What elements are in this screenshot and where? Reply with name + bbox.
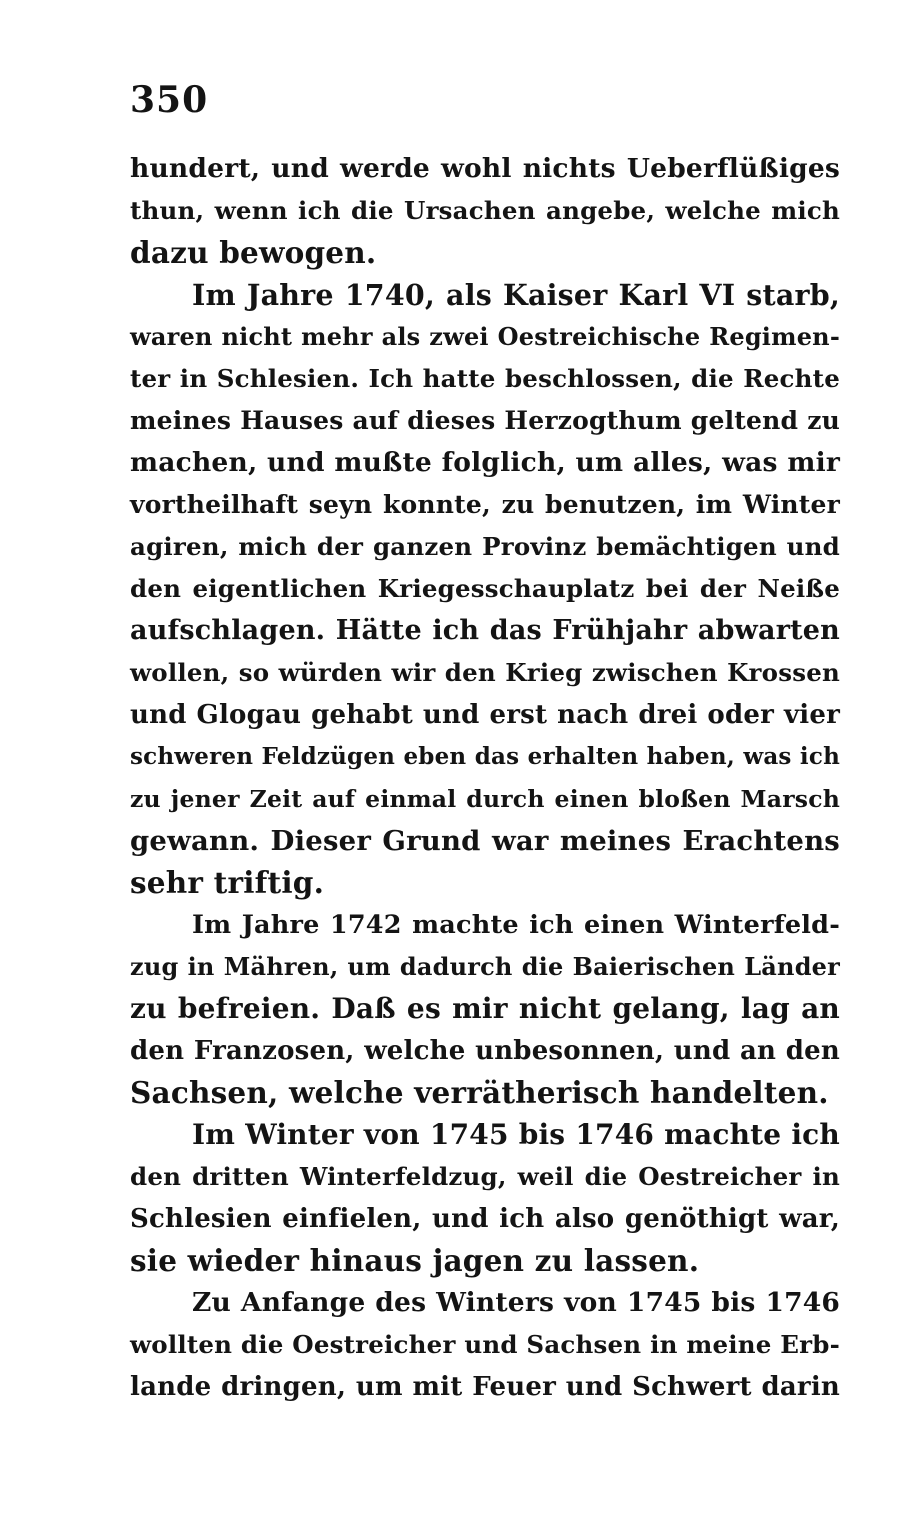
text-line: vortheilhaft seyn konnte, zu benutzen, im Winter (130, 490, 840, 519)
text-line: sehr triftig. (130, 865, 325, 900)
text-line: aufschlagen. Hätte ich das Frühjahr abwarten (130, 615, 840, 646)
text-line: ter in Schlesien. Ich hatte beschlossen, die Rechte (130, 364, 840, 393)
text-line: Schlesien einfielen, und ich also genöthigt war, (130, 1204, 840, 1234)
page-number: 350 (130, 79, 209, 121)
text-line: machen, und mußte folglich, um alles, was mir (130, 447, 840, 478)
text-line: den Franzosen, welche unbesonnen, und an den (130, 1036, 840, 1066)
text-line: Sachsen, welche verrätherisch handelten. (130, 1075, 829, 1110)
text-line: wollten die Oestreicher und Sachsen in meine Erb- (130, 1330, 840, 1359)
body-text (130, 148, 840, 1408)
text-line: zu jener Zeit auf einmal durch einen bloßen Marsch (130, 785, 840, 813)
text-line: den eigentlichen Kriegesschauplatz bei der Neiße (130, 574, 840, 603)
text-line: Im Jahre 1740, als Kaiser Karl VI starb, (192, 278, 840, 312)
text-line: und Glogau gehabt und erst nach drei oder vier (130, 700, 840, 730)
text-line: dazu bewogen. (130, 235, 377, 270)
text-line: zu befreien. Daß es mir nicht gelang, lag an (130, 992, 840, 1025)
text-line: Zu Anfange des Winters von 1745 bis 1746 (192, 1287, 840, 1318)
text-line: lande dringen, um mit Feuer und Schwert darin (130, 1372, 840, 1402)
text-line: sie wieder hinaus jagen zu lassen. (130, 1243, 700, 1278)
text-line: waren nicht mehr als zwei Oestreichische Regimen- (130, 322, 840, 351)
text-line: zug in Mähren, um dadurch die Baierischen Länder (130, 952, 840, 981)
text-line: hundert, und werde wohl nichts Ueberflüßiges (130, 153, 840, 184)
text-line: Im Winter von 1745 bis 1746 machte ich (192, 1118, 840, 1151)
text-line: gewann. Dieser Grund war meines Erachtens (130, 825, 840, 857)
text-line: den dritten Winterfeldzug, weil die Oestreicher in (130, 1162, 840, 1191)
text-line: thun, wenn ich die Ursachen angebe, welche mich (130, 196, 840, 225)
text-line: schweren Feldzügen eben das erhalten haben, was ich (130, 743, 840, 770)
text-line: wollen, so würden wir den Krieg zwischen Krossen (130, 658, 840, 687)
text-line: agiren, mich der ganzen Provinz bemächtigen und (130, 532, 840, 561)
text-line: Im Jahre 1742 machte ich einen Winterfeld- (192, 910, 840, 940)
text-line: meines Hauses auf dieses Herzogthum geltend zu (130, 406, 840, 435)
